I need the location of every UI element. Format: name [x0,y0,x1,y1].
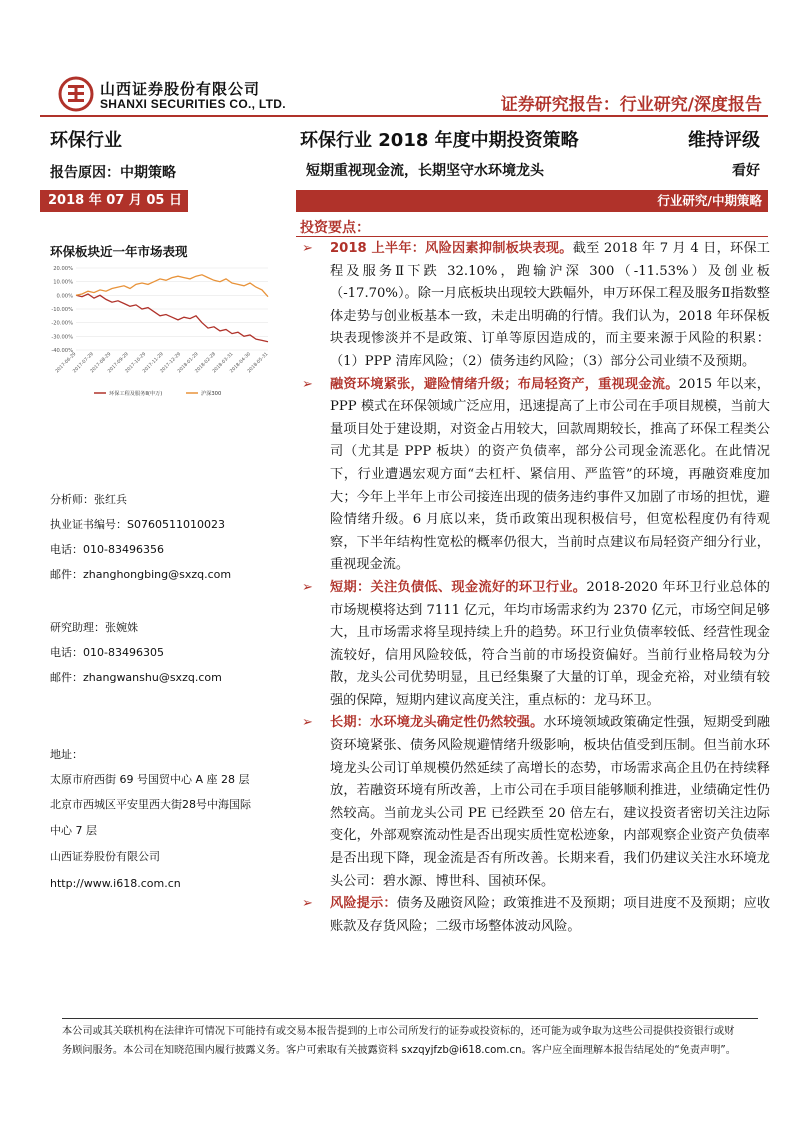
company-logo [58,76,94,112]
analyst-email[interactable]: zhanghongbing@sxzq.com [83,568,232,581]
y-tick-label: -30.00% [51,334,73,341]
y-tick-label: 10.00% [53,279,73,286]
address-company: 山西证券股份有限公司 [50,850,160,863]
assistant-email[interactable]: zhangwanshu@sxzq.com [83,671,222,684]
arrow-bullet-icon: ➢ [302,241,313,256]
assistant-name: 研究助理：张婉姝 [50,621,138,634]
header-divider [40,115,768,117]
x-tick-label: 2018-01-29 [177,351,200,375]
analyst-cert: 执业证书编号：S0760511010023 [50,518,225,531]
sector-label: 环保行业 [50,130,122,151]
key-points-title: 投资要点： [300,220,370,236]
key-point-lead: 2018 上半年：风险因素抑制板块表现。 [330,241,573,256]
address-line-3: 中心 7 层 [50,824,97,837]
y-tick-label: 0.00% [56,293,73,300]
key-points-divider [296,236,768,237]
key-point [300,374,770,577]
disclaimer [62,1022,762,1060]
analyst-email-row [50,568,231,582]
key-point-lead: 长期：水环境龙头确定性仍然较强。 [330,715,544,731]
key-points-list [300,238,770,938]
report-reason: 报告原因：中期策略 [50,165,176,181]
arrow-bullet-icon: ➢ [302,376,313,392]
rating-value: 看好 [732,163,760,179]
analyst-phone: 电话：010-83496356 [50,543,164,556]
arrow-bullet-icon: ➢ [302,896,313,912]
key-point-lead: 融资环境紧张，避险情绪升级；布局轻资产，重视现金流。 [330,376,679,392]
address-label: 地址： [50,748,83,761]
series-line [76,275,268,297]
assistant-phone: 电话：010-83496305 [50,646,164,659]
key-point [300,238,770,374]
key-point [300,893,770,938]
y-tick-label: 20.00% [53,266,73,272]
assistant-email-row [50,671,222,685]
report-subtitle: 短期重视现金流，长期坚守水环境龙头 [306,163,544,179]
legend-label: 沪深300 [201,391,222,397]
key-point [300,577,770,713]
y-tick-label: -40.00% [51,348,73,354]
legend-label: 环保工程及服务Ⅱ(申万) [109,391,163,397]
y-tick-label: -10.00% [51,307,73,313]
rating-label: 维持评级 [688,130,760,151]
x-tick-label: 2017-11-29 [142,351,165,375]
company-url[interactable]: http://www.i618.com.cn [50,877,181,890]
company-name-cn: 山西证券股份有限公司 [100,80,261,98]
key-point-body: 2015 年以来，PPP 模式在环保领域广泛应用，迅速提高了上市公司在手项目规模，当前大量项目处于建设期，对资金占用较大，回款周期较长，推高了环保工程类公司（尤其是 PPP 板块）的资产负债率，部分公司现金流恶化。在此情况下，行业遭遇宏观方面“去杠杆、紧信用、严监管”的环境，再融资难度加大；今年上半年上市公司接连出现的债务违约事件又加剧了市场的担忧，避险情绪升级。6 月底以来，货币政策出现积极信号，但宽松程度仍有待观察，下半年结构性宽松的概率仍很大，当前时点建议布局轻资产细分行业，重视现金流。 [330,376,770,573]
analyst-name: 分析师：张红兵 [50,493,127,506]
report-date: 2018 年 07 月 05 日 [40,190,188,212]
x-tick-label: 2018-05-31 [246,351,270,375]
chart-title: 环保板块近一年市场表现 [50,244,188,259]
report-title: 环保行业 2018 年度中期投资策略 [300,130,579,151]
footer-divider [62,1018,758,1019]
arrow-bullet-icon: ➢ [302,579,313,595]
x-tick-label: 2018-04-30 [229,351,252,375]
report-type: 证券研究报告：行业研究/深度报告 [500,95,762,115]
report-category: 行业研究/中期策略 [296,190,768,212]
disclaimer-line-1: 本公司或其关联机构在法律许可情况下可能持有或交易本报告提到的上市公司所发行的证券或投资标的，还可能为或争取为这些公司提供投资银行或财 [62,1026,735,1037]
address-line-2: 北京市西城区平安里西大街28号中海国际 [50,798,251,811]
assistant-email-label: 邮件： [50,671,83,684]
key-point-body: 截至 2018 年 7 月 4 日，环保工程及服务Ⅱ下跌 32.10%，跑输沪深 300（-11.53%）及创业板（-17.70%）。除一月底板块出现较大跌幅外，申万环保工程及服务Ⅱ指数整体走势与创业板基本一致，未走出明确的行情。我们认为，2018 年环保板块表现惨淡并不是政策、订单等原因造成的，而主要来源于风险的积累：（1）PPP 清库风险；（2）债务违约风险；（3）部分公司业绩不及预期。 [330,241,770,369]
x-tick-label: 2017-06-29 [54,351,78,375]
key-point-body: 2018-2020 年环卫行业总体的市场规模将达到 7111 亿元，年均市场需求约为 2370 亿元，市场空间足够大，且市场需求将呈现持续上升的趋势。环卫行业负债率较低、经营性现金流较好，信用风险较低，符合当前的市场投资偏好。当前行业格局较为分散，龙头公司优势明显，且已经集聚了大量的订单，现金充裕，对业绩有较强的保障，短期内建议高度关注，重点标的：龙马环卫。 [330,579,770,708]
x-tick-label: 2018-02-28 [194,351,218,375]
company-name-en: SHANXI SECURITIES CO., LTD. [100,97,286,111]
arrow-bullet-icon: ➢ [302,715,313,731]
key-point-body: 债务及融资风险；政策推进不及预期；项目进度不及预期；应收账款及存货风险；二级市场整体波动风险。 [330,896,771,934]
x-tick-label: 2018-03-31 [212,351,235,375]
x-tick-label: 2017-10-29 [124,351,148,375]
x-tick-label: 2017-09-29 [107,351,130,375]
disclaimer-line-2: 务顾问服务。本公司在知晓范围内履行披露义务。客户可索取有关披露资料 sxzqyjfzb@i618.com.cn。客户应全面理解本报告结尾处的“免责声明”。 [62,1045,736,1056]
x-tick-label: 2017-08-29 [89,351,113,375]
key-point-lead: 短期：关注负债低、现金流好的环卫行业。 [330,579,587,595]
analyst-email-label: 邮件： [50,568,83,581]
key-point-body: 水环境领域政策确定性强，短期受到融资环境紧张、债务风险规避情绪升级影响，板块估值受到压制。但当前水环境龙头公司订单规模仍然延续了高增长的态势，市场需求高企且仍在持续释放，若融资环境有所改善，上市公司在手项目能够顺利推进，业绩确定性仍然较高。当前龙头公司 PE 已经跌至 20 倍左右，建议投资者密切关注边际变化，外部观察流动性是否出现实质性宽松迹象，内部观察企业资产负债率是否出现下降，现金流是否有所改善。长期来看，我们仍建议关注水环境龙头公司：碧水源、博世科、国祯环保。 [330,715,770,889]
key-point-lead: 风险提示： [330,896,397,912]
market-performance-chart [42,262,274,400]
x-tick-label: 2017-12-29 [159,351,183,375]
key-point [300,712,770,893]
y-tick-label: -20.00% [51,320,73,327]
series-line [76,294,268,342]
x-tick-label: 2017-07-29 [72,351,95,375]
address-line-1: 太原市府西街 69 号国贸中心 A 座 28 层 [50,773,250,786]
